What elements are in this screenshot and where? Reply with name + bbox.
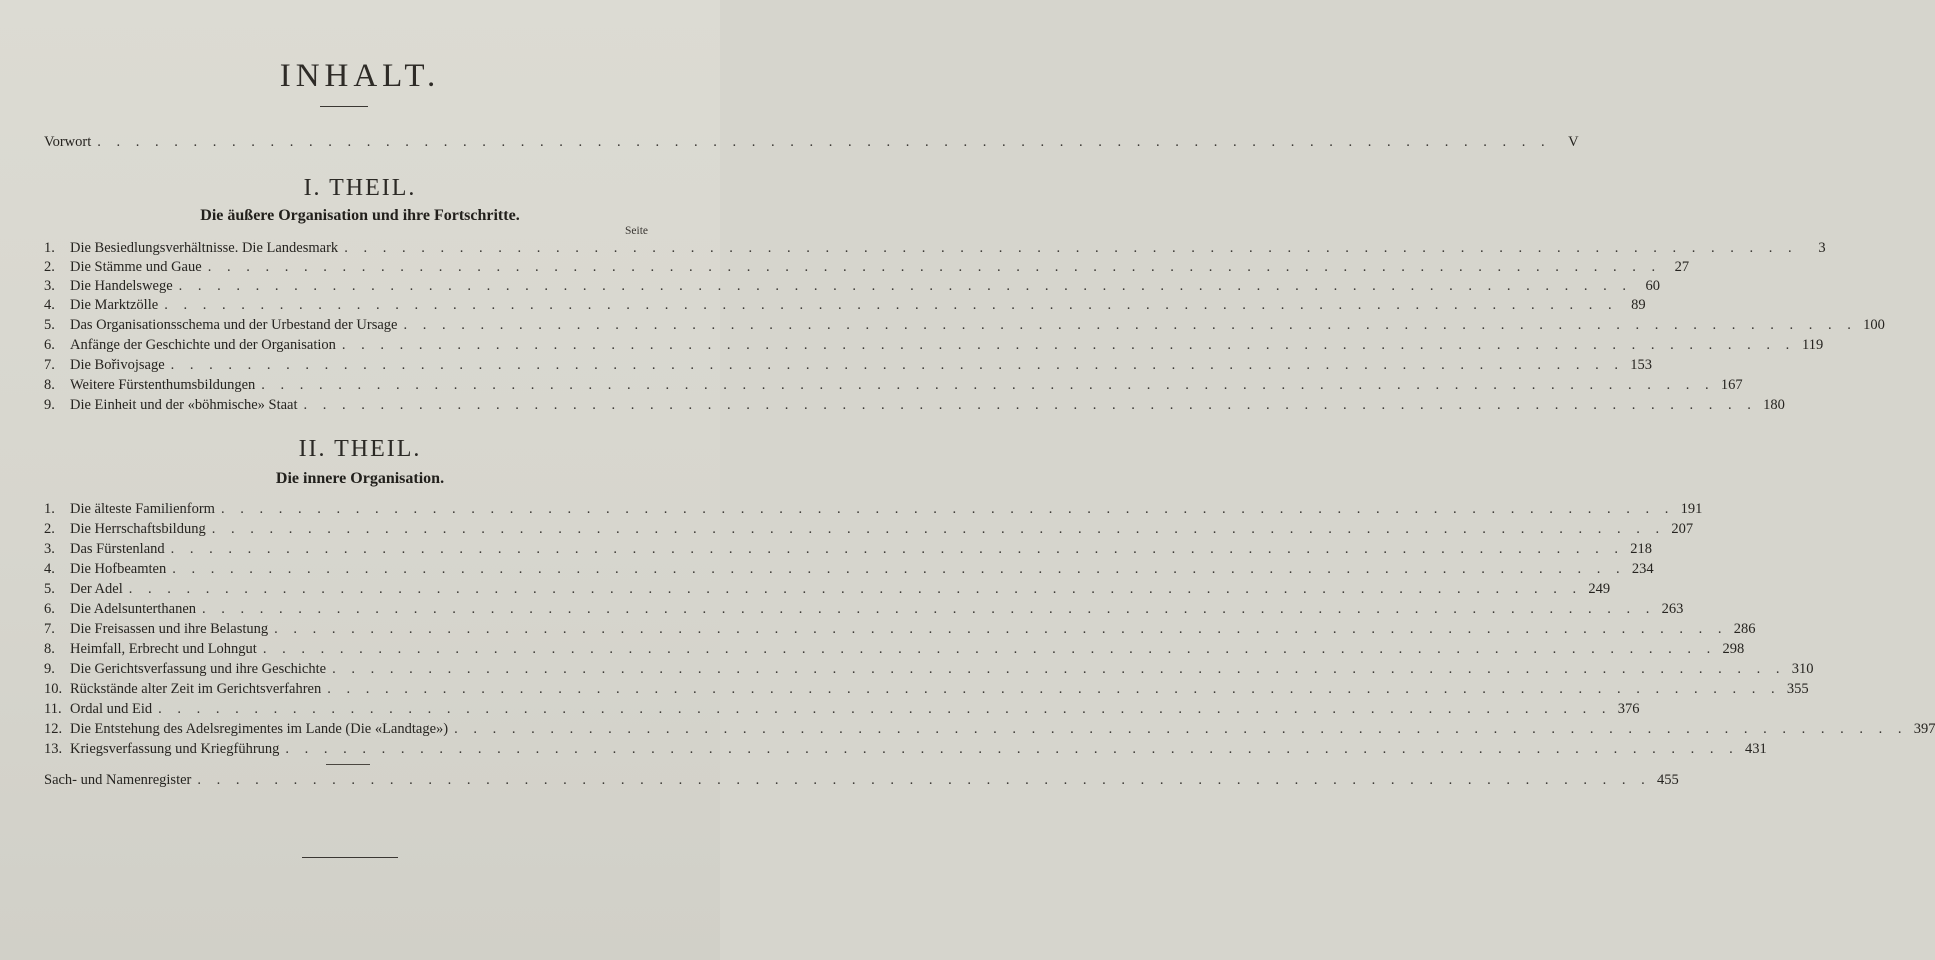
dot-leader: . . . . . . . . . . . . . . . . . . . . . . . . . . . . . . . . . . . . . . . . . . . . . . . . . . . . . . . . . . . . . . . . . . . . . . . . . . . . <box>327 681 1781 697</box>
toc-entry-page: 310 <box>1791 661 1814 677</box>
dot-leader: . . . . . . . . . . . . . . . . . . . . . . . . . . . . . . . . . . . . . . . . . . . . . . . . . . . . . . . . . . . . . . . . . . . . . . . . . . . . <box>164 297 1618 313</box>
part-two-title: II. THEIL. <box>298 436 422 462</box>
toc-entry-page: 60 <box>1645 278 1661 294</box>
toc-entry-number: 1. <box>44 240 55 256</box>
toc-entry <box>44 621 1756 641</box>
toc-entry-page: 263 <box>1661 601 1684 617</box>
toc-entry-number: 8. <box>44 641 55 657</box>
dot-leader: . . . . . . . . . . . . . . . . . . . . . . . . . . . . . . . . . . . . . . . . . . . . . . . . . . . . . . . . . . . . . . . . . . . . . . . . . . . . <box>97 134 1551 150</box>
dot-leader: . . . . . . . . . . . . . . . . . . . . . . . . . . . . . . . . . . . . . . . . . . . . . . . . . . . . . . . . . . . . . . . . . . . . . . . . . . . . <box>303 397 1757 413</box>
toc-entry-page: 89 <box>1631 297 1646 313</box>
toc-entry-label: Das Fürstenland <box>70 541 165 557</box>
toc-entry <box>44 337 1824 357</box>
toc-entry <box>44 661 1814 681</box>
toc-entry-page: 397 <box>1913 721 1935 737</box>
toc-entry-label: Die Stämme und Gaue <box>70 259 202 275</box>
toc-entry-label: Die Herrschaftsbildung <box>70 521 206 537</box>
toc-entry-number: 6. <box>44 601 55 617</box>
toc-entry-page: 355 <box>1786 681 1809 697</box>
dot-leader: . . . . . . . . . . . . . . . . . . . . . . . . . . . . . . . . . . . . . . . . . . . . . . . . . . . . . . . . . . . . . . . . . . . . . . . . . . . . <box>274 621 1728 637</box>
dot-leader: . . . . . . . . . . . . . . . . . . . . . . . . . . . . . . . . . . . . . . . . . . . . . . . . . . . . . . . . . . . . . . . . . . . . . . . . . . . . <box>344 240 1798 256</box>
toc-entry-number: 3. <box>44 541 55 557</box>
toc-entry <box>44 501 1703 521</box>
toc-entry-page: 207 <box>1671 521 1694 537</box>
toc-entry-label: Die Bořivojsage <box>70 357 165 373</box>
dot-leader: . . . . . . . . . . . . . . . . . . . . . . . . . . . . . . . . . . . . . . . . . . . . . . . . . . . . . . . . . . . . . . . . . . . . . . . . . . . . <box>220 501 1675 517</box>
toc-entry-number: 9. <box>44 397 55 413</box>
toc-entry-label: Die Entstehung des Adelsregimentes im Lande (Die «Landtage») <box>70 721 449 737</box>
page-title: INHALT. <box>279 58 441 94</box>
part-two-subtitle: Die innere Organisation. <box>275 470 445 487</box>
dot-leader: . . . . . . . . . . . . . . . . . . . . . . . . . . . . . . . . . . . . . . . . . . . . . . . . . . . . . . . . . . . . . . . . . . . . . . . . . . . . <box>158 701 1612 717</box>
dot-leader: . . . . . . . . . . . . . . . . . . . . . . . . . . . . . . . . . . . . . . . . . . . . . . . . . . . . . . . . . . . . . . . . . . . . . . . . . . . . <box>178 278 1633 294</box>
toc-entry <box>44 240 1826 260</box>
dot-leader: . . . . . . . . . . . . . . . . . . . . . . . . . . . . . . . . . . . . . . . . . . . . . . . . . . . . . . . . . . . . . . . . . . . . . . . . . . . . <box>202 601 1656 617</box>
toc-entry <box>44 561 1654 581</box>
toc-entry <box>44 259 1690 279</box>
toc-entry <box>44 641 1745 661</box>
dot-leader: . . . . . . . . . . . . . . . . . . . . . . . . . . . . . . . . . . . . . . . . . . . . . . . . . . . . . . . . . . . . . . . . . . . . . . . . . . . . <box>262 641 1717 657</box>
toc-entry-number: 2. <box>44 259 55 275</box>
toc-entry-label: Rückstände alter Zeit im Gerichtsverfahren <box>70 681 322 697</box>
toc-entry <box>44 681 1809 701</box>
toc-entry <box>44 397 1785 417</box>
toc-entry-label: Die Freisassen und ihre Belastung <box>70 621 269 637</box>
dot-leader: . . . . . . . . . . . . . . . . . . . . . . . . . . . . . . . . . . . . . . . . . . . . . . . . . . . . . . . . . . . . . . . . . . . . . . . . . . . . <box>341 337 1796 353</box>
toc-entry-number: 7. <box>44 357 55 373</box>
toc-entry-label: Heimfall, Erbrecht und Lohngut <box>70 641 257 657</box>
dot-leader: . . . . . . . . . . . . . . . . . . . . . . . . . . . . . . . . . . . . . . . . . . . . . . . . . . . . . . . . . . . . . . . . . . . . . . . . . . . . <box>454 721 1908 737</box>
toc-entry-page: 298 <box>1722 641 1745 657</box>
dot-leader: . . . . . . . . . . . . . . . . . . . . . . . . . . . . . . . . . . . . . . . . . . . . . . . . . . . . . . . . . . . . . . . . . . . . . . . . . . . . <box>403 317 1857 333</box>
toc-entry-page: 167 <box>1720 377 1743 393</box>
toc-entry-number: 10. <box>44 681 63 697</box>
toc-entry <box>44 297 1646 317</box>
dot-leader: . . . . . . . . . . . . . . . . . . . . . . . . . . . . . . . . . . . . . . . . . . . . . . . . . . . . . . . . . . . . . . . . . . . . . . . . . . . . <box>285 741 1739 757</box>
bottom-divider <box>302 857 398 858</box>
toc-entry-page: V <box>1568 134 1579 150</box>
toc-entry-label: Die Marktzölle <box>70 297 159 313</box>
title-divider <box>320 106 368 107</box>
dot-leader: . . . . . . . . . . . . . . . . . . . . . . . . . . . . . . . . . . . . . . . . . . . . . . . . . . . . . . . . . . . . . . . . . . . . . . . . . . . . <box>332 661 1786 677</box>
toc-entry-label: Weitere Fürstenthumsbildungen <box>70 377 256 393</box>
toc-entry <box>44 357 1653 377</box>
toc-entry-label: Die Gerichtsverfassung und ihre Geschichte <box>70 661 327 677</box>
toc-entry-register <box>44 772 1679 792</box>
toc-entry <box>44 521 1694 541</box>
toc-entry-page: 234 <box>1631 561 1654 577</box>
toc-entry <box>44 721 1935 741</box>
toc-entry-label: Sach- und Namenregister <box>44 772 192 788</box>
toc-entry-number: 3. <box>44 278 55 294</box>
toc-entry-number: 4. <box>44 561 55 577</box>
toc-entry-label: Die Hofbeamten <box>70 561 167 577</box>
dot-leader: . . . . . . . . . . . . . . . . . . . . . . . . . . . . . . . . . . . . . . . . . . . . . . . . . . . . . . . . . . . . . . . . . . . . . . . . . . . . <box>170 541 1625 557</box>
toc-entry-label: Die älteste Familienform <box>70 501 215 517</box>
toc-entry-vorwort <box>44 134 1579 154</box>
toc-entry-page: 3 <box>1818 240 1826 256</box>
toc-entry-number: 7. <box>44 621 55 637</box>
toc-entry-label: Anfänge der Geschichte und der Organisation <box>70 337 336 353</box>
toc-entry-label: Die Adelsunterthanen <box>70 601 197 617</box>
dot-leader: . . . . . . . . . . . . . . . . . . . . . . . . . . . . . . . . . . . . . . . . . . . . . . . . . . . . . . . . . . . . . . . . . . . . . . . . . . . . <box>128 581 1583 597</box>
toc-entry <box>44 701 1640 721</box>
dot-leader: . . . . . . . . . . . . . . . . . . . . . . . . . . . . . . . . . . . . . . . . . . . . . . . . . . . . . . . . . . . . . . . . . . . . . . . . . . . . <box>207 259 1662 275</box>
toc-entry-label: Die Handelswege <box>70 278 173 294</box>
toc-entry <box>44 317 1885 337</box>
toc-entry-page: 455 <box>1657 772 1679 788</box>
toc-entry-number: 9. <box>44 661 55 677</box>
toc-entry-number: 2. <box>44 521 55 537</box>
dot-leader: . . . . . . . . . . . . . . . . . . . . . . . . . . . . . . . . . . . . . . . . . . . . . . . . . . . . . . . . . . . . . . . . . . . . . . . . . . . . <box>170 357 1625 373</box>
part-one-subtitle: Die äußere Organisation und ihre Fortschritte. <box>200 207 520 224</box>
toc-entry-number: 11. <box>44 701 62 717</box>
toc-entry-number: 5. <box>44 581 55 597</box>
dot-leader: . . . . . . . . . . . . . . . . . . . . . . . . . . . . . . . . . . . . . . . . . . . . . . . . . . . . . . . . . . . . . . . . . . . . . . . . . . . . <box>197 772 1651 788</box>
toc-entry-number: 6. <box>44 337 55 353</box>
toc-entry-page: 153 <box>1630 357 1653 373</box>
toc-entry-page: 249 <box>1588 581 1611 597</box>
toc-entry-number: 13. <box>44 741 63 757</box>
toc-entry-page: 27 <box>1674 259 1690 275</box>
dot-leader: . . . . . . . . . . . . . . . . . . . . . . . . . . . . . . . . . . . . . . . . . . . . . . . . . . . . . . . . . . . . . . . . . . . . . . . . . . . . <box>172 561 1626 577</box>
toc-entry-label: Die Besiedlungsverhältnisse. Die Landesmark <box>70 240 339 256</box>
toc-entry-page: 376 <box>1617 701 1640 717</box>
dot-leader: . . . . . . . . . . . . . . . . . . . . . . . . . . . . . . . . . . . . . . . . . . . . . . . . . . . . . . . . . . . . . . . . . . . . . . . . . . . . <box>261 377 1715 393</box>
toc-entry-number: 5. <box>44 317 55 333</box>
toc-entry <box>44 741 1767 761</box>
toc-entry-page: 119 <box>1802 337 1824 353</box>
toc-entry <box>44 541 1653 561</box>
toc-entry-number: 1. <box>44 501 55 517</box>
toc-entry-label: Die Einheit und der «böhmische» Staat <box>70 397 298 413</box>
toc-entry <box>44 601 1684 621</box>
toc-entry-page: 431 <box>1745 741 1767 757</box>
toc-entry <box>44 278 1661 298</box>
toc-entry-label: Der Adel <box>70 581 123 597</box>
toc-entry <box>44 581 1611 601</box>
toc-entry-number: 4. <box>44 297 55 313</box>
toc-entry-label: Vorwort <box>44 134 92 150</box>
page-column-header: Seite <box>625 225 648 237</box>
toc-entry-page: 180 <box>1763 397 1785 413</box>
toc-entry-number: 12. <box>44 721 63 737</box>
dot-leader: . . . . . . . . . . . . . . . . . . . . . . . . . . . . . . . . . . . . . . . . . . . . . . . . . . . . . . . . . . . . . . . . . . . . . . . . . . . . <box>211 521 1666 537</box>
toc-entry <box>44 377 1743 397</box>
toc-entry-page: 218 <box>1630 541 1653 557</box>
toc-entry-label: Kriegsverfassung und Kriegführung <box>70 741 280 757</box>
toc-entry-label: Ordal und Eid <box>70 701 153 717</box>
section-divider <box>326 764 370 765</box>
part-one-title: I. THEIL. <box>303 175 417 201</box>
toc-entry-page: 100 <box>1863 317 1885 333</box>
toc-entry-label: Das Organisationsschema und der Urbestand der Ursage <box>70 317 398 333</box>
toc-entry-page: 191 <box>1680 501 1703 517</box>
toc-entry-number: 8. <box>44 377 55 393</box>
toc-entry-page: 286 <box>1733 621 1756 637</box>
